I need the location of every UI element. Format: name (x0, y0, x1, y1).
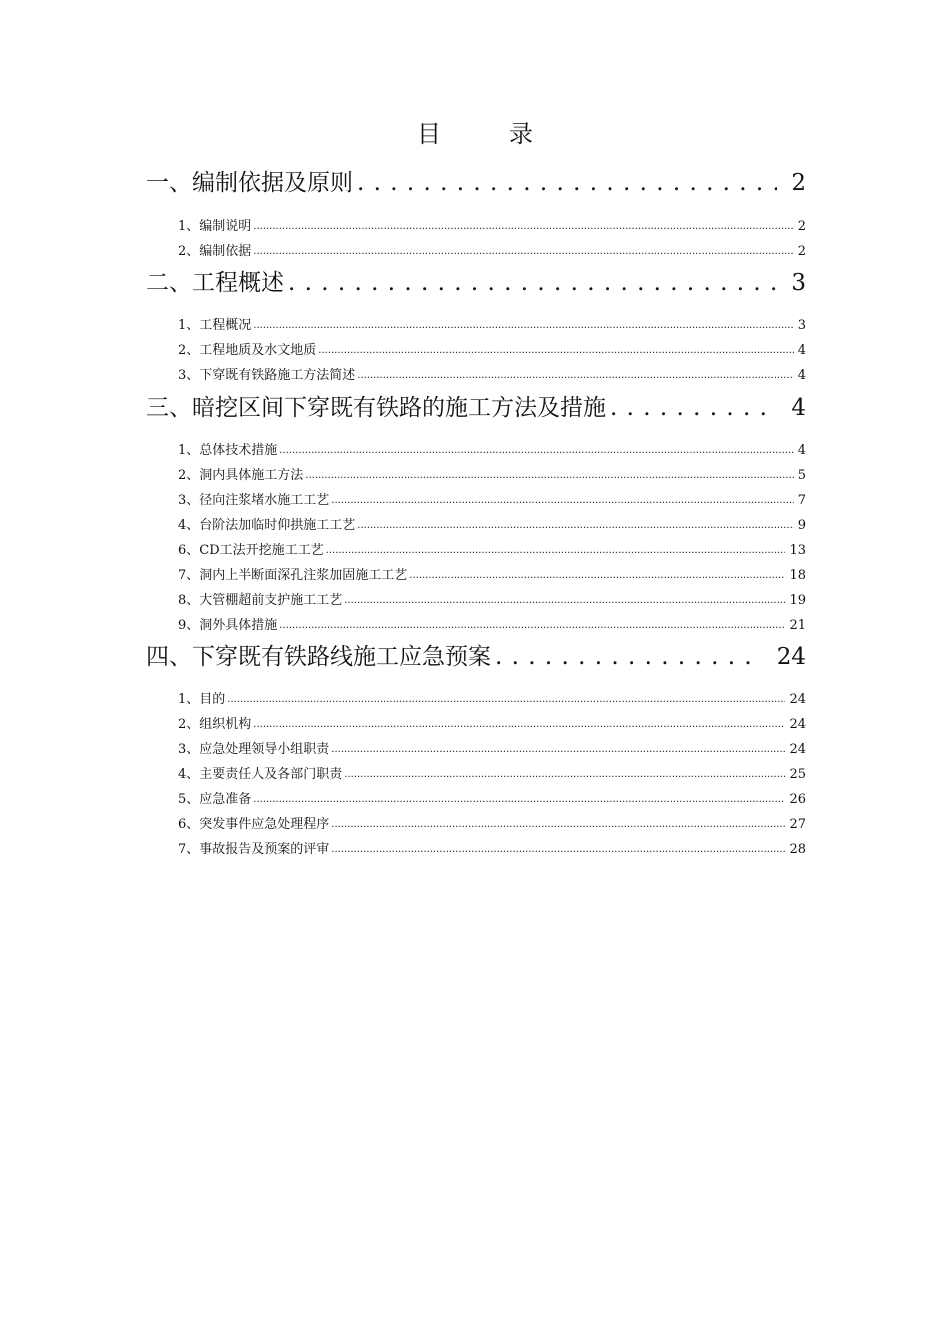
toc-entry-label: 1、编制说明 (178, 219, 252, 234)
toc-dot-leader (409, 566, 785, 586)
toc-entry-label: 2、编制依据 (178, 244, 252, 259)
toc-entry-page-number: 13 (789, 543, 806, 558)
toc-entry-page-number: 18 (789, 568, 806, 583)
toc-section-entry[interactable] (178, 491, 806, 511)
toc-entry-label: 7、事故报告及预案的评审 (178, 842, 330, 857)
toc-section-entry[interactable] (178, 616, 806, 636)
toc-entry-page-number: 2 (791, 170, 806, 196)
toc-section-entry[interactable] (178, 516, 806, 536)
toc-dot-leader (253, 217, 793, 237)
toc-section-entry[interactable] (178, 366, 806, 386)
toc-section-entry[interactable] (178, 316, 806, 336)
toc-entry-label: 四、下穿既有铁路线施工应急预案 (146, 644, 491, 670)
toc-entry-label: 1、工程概况 (178, 318, 252, 333)
toc-chapter-entry[interactable] (146, 167, 806, 199)
toc-entry-page-number: 24 (776, 644, 806, 670)
toc-entry-label: 6、CD工法开挖施工工艺 (178, 543, 324, 558)
toc-dot-leader (344, 765, 785, 785)
toc-entry-page-number: 19 (789, 593, 806, 608)
toc-section-entry[interactable] (178, 441, 806, 461)
toc-dot-leader (331, 840, 785, 860)
toc-dot-leader (253, 242, 793, 262)
toc-entry-label: 1、目的 (178, 692, 226, 707)
toc-entry-label: 6、突发事件应急处理程序 (178, 817, 330, 832)
toc-chapter-entry[interactable] (146, 641, 806, 673)
toc-entry-page-number: 21 (789, 618, 806, 633)
toc-entry-label: 一、编制依据及原则 (146, 170, 353, 196)
toc-entry-label: 2、工程地质及水文地质 (178, 343, 317, 358)
toc-entry-label: 3、径向注浆堵水施工工艺 (178, 493, 330, 508)
toc-section-entry[interactable] (178, 541, 806, 561)
toc-section-entry[interactable] (178, 591, 806, 611)
toc-entry-page-number: 24 (789, 692, 806, 707)
toc-dot-leader (253, 316, 793, 336)
toc-dot-leader (357, 366, 793, 386)
toc-section-entry[interactable] (178, 790, 806, 810)
toc-entry-label: 4、台阶法加临时仰拱施工工艺 (178, 518, 356, 533)
toc-entry-label: 3、下穿既有铁路施工方法简述 (178, 368, 356, 383)
toc-dot-leader (344, 591, 785, 611)
toc-entry-label: 2、洞内具体施工方法 (178, 468, 304, 483)
toc-dot-leader (331, 491, 793, 511)
toc-dot-leader (495, 641, 763, 673)
toc-entry-label: 2、组织机构 (178, 717, 252, 732)
toc-title: 目 录 (417, 120, 555, 148)
toc-entry-label: 5、应急准备 (178, 792, 252, 807)
toc-section-entry[interactable] (178, 341, 806, 361)
toc-section-entry[interactable] (178, 466, 806, 486)
toc-entry-page-number: 3 (791, 270, 806, 296)
toc-dot-leader (326, 541, 786, 561)
toc-entry-page-number: 4 (797, 368, 806, 383)
toc-dot-leader (288, 267, 777, 299)
toc-section-entry[interactable] (178, 740, 806, 760)
toc-entry-page-number: 26 (789, 792, 806, 807)
toc-dot-leader (331, 815, 785, 835)
toc-section-entry[interactable] (178, 840, 806, 860)
toc-dot-leader (305, 466, 793, 486)
toc-entry-page-number: 4 (797, 443, 806, 458)
toc-entry-page-number: 4 (791, 395, 806, 421)
toc-dot-leader (253, 790, 785, 810)
toc-entry-page-number: 28 (789, 842, 806, 857)
toc-entry-page-number: 7 (797, 493, 806, 508)
toc-dot-leader (227, 690, 785, 710)
toc-entry-page-number: 9 (797, 518, 806, 533)
toc-section-entry[interactable] (178, 715, 806, 735)
toc-entry-label: 9、洞外具体措施 (178, 618, 278, 633)
toc-entry-page-number: 4 (797, 343, 806, 358)
toc-entry-label: 7、洞内上半断面深孔注浆加固施工工艺 (178, 568, 408, 583)
toc-dot-leader (610, 392, 777, 424)
toc-entry-label: 二、工程概述 (146, 270, 284, 296)
toc-entry-label: 8、大管棚超前支护施工工艺 (178, 593, 343, 608)
toc-section-entry[interactable] (178, 217, 806, 237)
toc-entry-label: 三、暗挖区间下穿既有铁路的施工方法及措施 (146, 395, 606, 421)
toc-dot-leader (318, 341, 793, 361)
toc-entry-page-number: 24 (789, 717, 806, 732)
toc-entry-label: 4、主要责任人及各部门职责 (178, 767, 343, 782)
toc-entry-page-number: 27 (789, 817, 806, 832)
toc-section-entry[interactable] (178, 765, 806, 785)
toc-entry-label: 1、总体技术措施 (178, 443, 278, 458)
toc-chapter-entry[interactable] (146, 392, 806, 424)
toc-section-entry[interactable] (178, 815, 806, 835)
toc-dot-leader (279, 616, 785, 636)
toc-entry-page-number: 5 (797, 468, 806, 483)
toc-dot-leader (357, 516, 793, 536)
toc-entry-page-number: 2 (797, 219, 806, 234)
toc-chapter-entry[interactable] (146, 267, 806, 299)
toc-entry-label: 3、应急处理领导小组职责 (178, 742, 330, 757)
toc-entry-page-number: 25 (789, 767, 806, 782)
toc-entry-page-number: 24 (789, 742, 806, 757)
toc-dot-leader (279, 441, 793, 461)
toc-entry-page-number: 2 (797, 244, 806, 259)
toc-section-entry[interactable] (178, 690, 806, 710)
toc-dot-leader (253, 715, 785, 735)
toc-entry-page-number: 3 (797, 318, 806, 333)
toc-dot-leader (331, 740, 785, 760)
toc-section-entry[interactable] (178, 242, 806, 262)
toc-section-entry[interactable] (178, 566, 806, 586)
toc-dot-leader (357, 167, 777, 199)
